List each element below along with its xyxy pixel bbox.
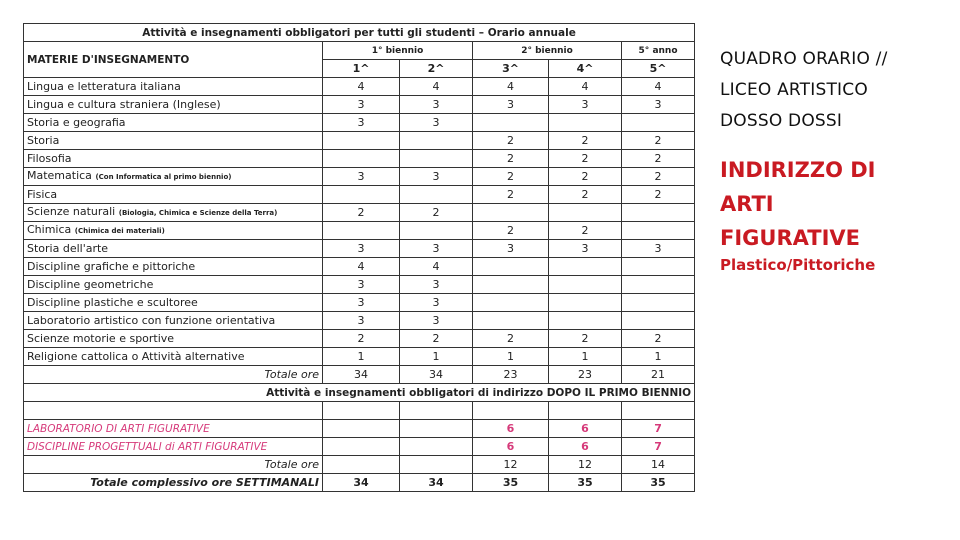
table-row bbox=[24, 240, 695, 258]
hours-cell: 2 bbox=[473, 222, 549, 240]
hours-cell: 4 bbox=[400, 258, 473, 276]
hours-cell: 2 bbox=[549, 132, 622, 150]
hours-cell bbox=[549, 276, 622, 294]
hours-cell bbox=[622, 258, 695, 276]
empty-cell bbox=[400, 402, 473, 420]
hours-cell: 3 bbox=[323, 276, 400, 294]
hours-cell: 6 bbox=[473, 420, 549, 438]
indirizzo-title: ARTI bbox=[720, 192, 774, 216]
empty-row bbox=[24, 402, 695, 420]
group-header: 2° biennio bbox=[473, 42, 622, 60]
empty-cell bbox=[323, 402, 400, 420]
subject-header: MATERIE D'INSEGNAMENTO bbox=[24, 42, 323, 78]
hours-cell bbox=[622, 294, 695, 312]
hours-cell: 2 bbox=[622, 186, 695, 204]
empty-cell bbox=[549, 402, 622, 420]
hours-cell bbox=[549, 258, 622, 276]
hours-cell: 3 bbox=[622, 240, 695, 258]
table-row bbox=[24, 78, 695, 96]
totale-row bbox=[24, 366, 695, 384]
hours-cell: 34 bbox=[400, 474, 473, 492]
hours-cell: 7 bbox=[622, 420, 695, 438]
hours-cell bbox=[400, 132, 473, 150]
indirizzo-row bbox=[24, 420, 695, 438]
year-header: 2^ bbox=[400, 60, 473, 78]
subject-name: Scienze motorie e sportive bbox=[27, 331, 175, 345]
indirizzo-title: FIGURATIVE bbox=[720, 226, 860, 250]
subject-cell bbox=[24, 240, 323, 258]
hours-cell: 3 bbox=[622, 96, 695, 114]
hours-cell: 3 bbox=[323, 168, 400, 186]
hours-cell bbox=[473, 258, 549, 276]
hours-cell: 4 bbox=[549, 78, 622, 96]
hours-cell: 1 bbox=[622, 348, 695, 366]
hours-cell: 2 bbox=[622, 150, 695, 168]
table-row bbox=[24, 168, 695, 186]
subject-name: Lingua e cultura straniera (Inglese) bbox=[27, 97, 221, 111]
subject-note: (Biologia, Chimica e Scienze della Terra) bbox=[118, 209, 278, 217]
hours-cell: 2 bbox=[473, 150, 549, 168]
hours-cell: 4 bbox=[622, 78, 695, 96]
section2-title: Attività e insegnamenti obbligatori di indirizzo DOPO IL PRIMO BIENNIO bbox=[24, 384, 695, 402]
hours-cell: 12 bbox=[549, 456, 622, 474]
subject-name: Storia dell'arte bbox=[27, 241, 109, 255]
subject-cell bbox=[24, 294, 323, 312]
hours-cell bbox=[622, 276, 695, 294]
subject-name: Storia bbox=[27, 133, 60, 147]
empty-cell bbox=[24, 402, 323, 420]
subject-name: Discipline grafiche e pittoriche bbox=[27, 259, 196, 273]
hours-cell: 35 bbox=[622, 474, 695, 492]
subject-name: Lingua e letteratura italiana bbox=[27, 79, 181, 93]
hours-cell bbox=[473, 294, 549, 312]
table-row bbox=[24, 330, 695, 348]
subject-name: Laboratorio artistico con funzione orientativa bbox=[27, 313, 276, 327]
hours-cell: 6 bbox=[473, 438, 549, 456]
hours-cell: 2 bbox=[549, 168, 622, 186]
year-header: 3^ bbox=[473, 60, 549, 78]
subject-name: Discipline plastiche e scultoree bbox=[27, 295, 198, 309]
hours-cell bbox=[400, 150, 473, 168]
hours-cell: 3 bbox=[400, 240, 473, 258]
subject-cell bbox=[24, 204, 323, 222]
indirizzo-subject: LABORATORIO DI ARTI FIGURATIVE bbox=[24, 420, 323, 438]
quadro-orario-table bbox=[23, 23, 695, 492]
hours-cell bbox=[400, 420, 473, 438]
totale-label: Totale ore bbox=[24, 366, 323, 384]
hours-cell bbox=[473, 204, 549, 222]
hours-cell: 3 bbox=[323, 312, 400, 330]
hours-cell: 3 bbox=[473, 240, 549, 258]
hours-cell bbox=[323, 438, 400, 456]
hours-cell: 2 bbox=[549, 222, 622, 240]
subject-name: Discipline geometriche bbox=[27, 277, 154, 291]
year-header: 5^ bbox=[622, 60, 695, 78]
totale-indirizzo-row bbox=[24, 456, 695, 474]
hours-cell: 2 bbox=[323, 204, 400, 222]
hours-cell: 1 bbox=[549, 348, 622, 366]
hours-cell: 21 bbox=[622, 366, 695, 384]
subject-cell bbox=[24, 330, 323, 348]
table-row bbox=[24, 204, 695, 222]
table-title: Attività e insegnamenti obbligatori per tutti gli studenti – Orario annuale bbox=[24, 24, 695, 42]
hours-cell bbox=[400, 456, 473, 474]
hours-cell: 34 bbox=[323, 366, 400, 384]
table-row bbox=[24, 114, 695, 132]
year-header: 1^ bbox=[323, 60, 400, 78]
hours-cell bbox=[323, 222, 400, 240]
subject-cell bbox=[24, 276, 323, 294]
hours-cell bbox=[549, 312, 622, 330]
hours-cell: 23 bbox=[549, 366, 622, 384]
table-row bbox=[24, 132, 695, 150]
side-title-line: DOSSO DOSSI bbox=[720, 111, 843, 131]
hours-cell: 6 bbox=[549, 420, 622, 438]
hours-cell: 3 bbox=[323, 294, 400, 312]
hours-cell bbox=[473, 276, 549, 294]
side-title-line: LICEO ARTISTICO bbox=[720, 80, 868, 100]
subject-cell bbox=[24, 258, 323, 276]
hours-cell: 3 bbox=[400, 312, 473, 330]
hours-cell: 2 bbox=[622, 132, 695, 150]
table-row bbox=[24, 258, 695, 276]
table-row bbox=[24, 96, 695, 114]
hours-cell: 7 bbox=[622, 438, 695, 456]
indirizzo-row bbox=[24, 438, 695, 456]
hours-cell: 2 bbox=[549, 186, 622, 204]
group-header-row bbox=[24, 42, 695, 60]
hours-cell bbox=[323, 186, 400, 204]
hours-cell: 4 bbox=[400, 78, 473, 96]
hours-cell bbox=[622, 204, 695, 222]
subject-name: Fisica bbox=[27, 187, 58, 201]
section2-title-row bbox=[24, 384, 695, 402]
subject-name: Filosofia bbox=[27, 151, 72, 165]
table-row bbox=[24, 312, 695, 330]
totale-complessivo-label: Totale complessivo ore SETTIMANALI bbox=[24, 474, 323, 492]
side-panel bbox=[720, 44, 888, 275]
hours-cell bbox=[400, 186, 473, 204]
hours-cell: 3 bbox=[323, 96, 400, 114]
hours-cell: 23 bbox=[473, 366, 549, 384]
hours-cell: 2 bbox=[622, 168, 695, 186]
hours-cell: 34 bbox=[323, 474, 400, 492]
hours-cell bbox=[400, 438, 473, 456]
hours-cell: 2 bbox=[549, 330, 622, 348]
hours-cell: 34 bbox=[400, 366, 473, 384]
hours-cell: 3 bbox=[473, 96, 549, 114]
totale-complessivo-row bbox=[24, 474, 695, 492]
hours-cell: 3 bbox=[400, 96, 473, 114]
hours-cell: 35 bbox=[473, 474, 549, 492]
subject-name: Religione cattolica o Attività alternative bbox=[27, 349, 245, 363]
hours-cell bbox=[549, 204, 622, 222]
hours-cell bbox=[400, 222, 473, 240]
hours-cell bbox=[323, 456, 400, 474]
subject-cell bbox=[24, 96, 323, 114]
hours-cell: 1 bbox=[400, 348, 473, 366]
hours-cell bbox=[549, 114, 622, 132]
hours-cell: 3 bbox=[400, 294, 473, 312]
indirizzo-subtitle: Plastico/Pittoriche bbox=[720, 256, 876, 274]
table-row bbox=[24, 294, 695, 312]
subject-name: Chimica bbox=[27, 223, 72, 236]
hours-cell bbox=[622, 222, 695, 240]
table-row bbox=[24, 276, 695, 294]
table-title-row bbox=[24, 24, 695, 42]
hours-cell: 2 bbox=[473, 132, 549, 150]
hours-cell: 3 bbox=[400, 276, 473, 294]
side-title-line: QUADRO ORARIO // bbox=[720, 49, 888, 69]
hours-cell: 2 bbox=[473, 330, 549, 348]
hours-cell: 2 bbox=[400, 330, 473, 348]
subject-note: (Con Informatica al primo biennio) bbox=[95, 173, 232, 181]
hours-cell: 4 bbox=[473, 78, 549, 96]
hours-cell bbox=[549, 294, 622, 312]
hours-cell: 3 bbox=[400, 114, 473, 132]
hours-cell: 3 bbox=[323, 240, 400, 258]
hours-cell bbox=[473, 114, 549, 132]
table-row bbox=[24, 348, 695, 366]
hours-cell: 2 bbox=[473, 186, 549, 204]
group-header: 1° biennio bbox=[323, 42, 473, 60]
hours-cell: 3 bbox=[549, 96, 622, 114]
hours-cell: 6 bbox=[549, 438, 622, 456]
hours-cell bbox=[323, 150, 400, 168]
empty-cell bbox=[473, 402, 549, 420]
hours-cell: 2 bbox=[549, 150, 622, 168]
hours-cell bbox=[473, 312, 549, 330]
subject-cell bbox=[24, 186, 323, 204]
hours-cell bbox=[323, 420, 400, 438]
hours-cell: 14 bbox=[622, 456, 695, 474]
hours-cell bbox=[323, 132, 400, 150]
subject-cell bbox=[24, 114, 323, 132]
year-header: 4^ bbox=[549, 60, 622, 78]
hours-cell: 2 bbox=[400, 204, 473, 222]
group-header: 5° anno bbox=[622, 42, 695, 60]
hours-cell bbox=[622, 114, 695, 132]
subject-cell bbox=[24, 150, 323, 168]
totale-label: Totale ore bbox=[24, 456, 323, 474]
hours-cell: 3 bbox=[549, 240, 622, 258]
hours-cell: 12 bbox=[473, 456, 549, 474]
table-row bbox=[24, 150, 695, 168]
subject-name: Matematica bbox=[27, 169, 92, 182]
hours-cell bbox=[622, 312, 695, 330]
hours-cell: 4 bbox=[323, 258, 400, 276]
table-row bbox=[24, 222, 695, 240]
indirizzo-title: INDIRIZZO DI bbox=[720, 158, 876, 182]
hours-cell: 3 bbox=[323, 114, 400, 132]
subject-cell bbox=[24, 78, 323, 96]
hours-cell: 2 bbox=[473, 168, 549, 186]
hours-cell: 2 bbox=[323, 330, 400, 348]
hours-cell: 3 bbox=[400, 168, 473, 186]
subject-cell bbox=[24, 348, 323, 366]
subject-cell bbox=[24, 312, 323, 330]
subject-note: (Chimica dei materiali) bbox=[74, 227, 165, 235]
subject-cell bbox=[24, 168, 323, 186]
hours-cell: 1 bbox=[473, 348, 549, 366]
hours-cell: 4 bbox=[323, 78, 400, 96]
hours-cell: 1 bbox=[323, 348, 400, 366]
hours-cell: 35 bbox=[549, 474, 622, 492]
subject-cell bbox=[24, 222, 323, 240]
table-row bbox=[24, 186, 695, 204]
hours-cell: 2 bbox=[622, 330, 695, 348]
subject-cell bbox=[24, 132, 323, 150]
subject-name: Scienze naturali bbox=[27, 205, 116, 218]
subject-name: Storia e geografia bbox=[27, 115, 126, 129]
empty-cell bbox=[622, 402, 695, 420]
indirizzo-subject: DISCIPLINE PROGETTUALI di ARTI FIGURATIVE bbox=[24, 438, 323, 456]
